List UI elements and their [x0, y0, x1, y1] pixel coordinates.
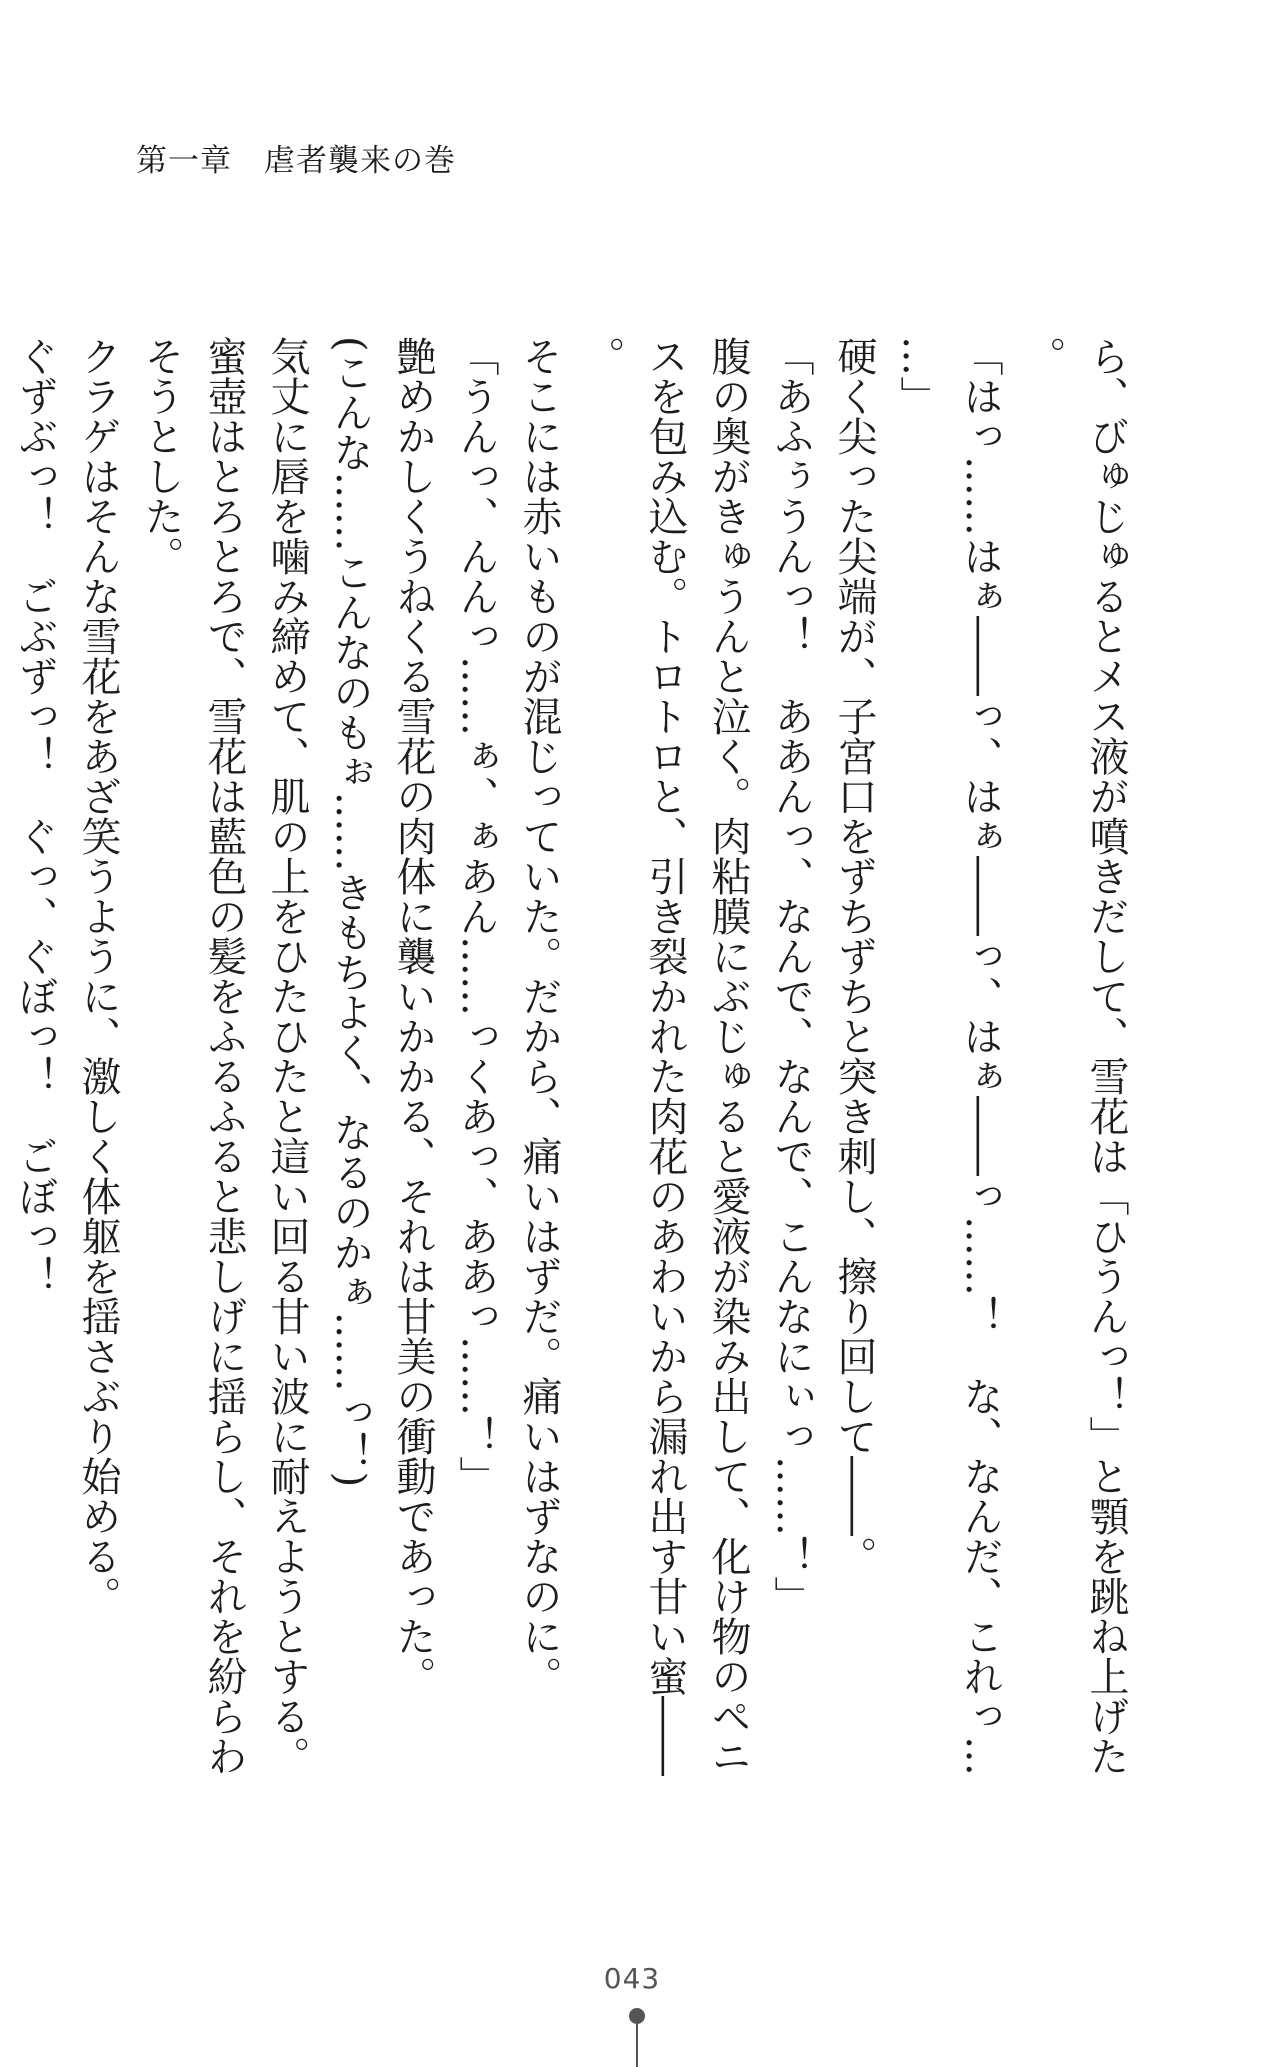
text-line	[0, 336, 3, 1796]
text-line: 「うんっ、んんっ……ぁ、ぁあん……っくあっ、ああっ……！」	[453, 336, 499, 1496]
text-line: 「あふぅうんっ！ ああんっ、なんで、なんで、こんなにぃっ……！」	[768, 336, 814, 1616]
page-marker-dot	[629, 2008, 645, 2024]
text-line: 腹の奥がきゅうんと泣く。肉粘膜にぶじゅると愛液が染み出して、化け物のペニスを包み込む。トロトロと、引き裂かれた肉花のあわいから漏れ出す甘い蜜――。	[579, 336, 751, 1776]
vertical-text-body	[0, 336, 1137, 1796]
page-marker-line	[636, 2024, 638, 2067]
text-line: クラゲはそんな雪花をあざ笑うように、激しく体躯を揺さぶり始める。	[75, 336, 121, 1616]
text-line: 「はっ……はぁ――っ、はぁ――っ、はぁ――っ……！ な、なんだ、これっ……」	[894, 336, 1003, 1776]
text-line: 気丈に唇を噛み締めて、肌の上をひたひたと這い回る甘い波に耐えようとする。蜜壺はとろとろで、雪花は藍色の髪をふるふると悲しげに揺らし、それを紛らわそうとした。	[138, 336, 310, 1776]
text-line: (こんな……こんなのもぉ……きもちよく、なるのかぁ……っ！)	[327, 336, 373, 1488]
text-line: ぐずぶっ！ ごぶずっ！ ぐっ、ぐぼっ！ ごぼっ！	[12, 336, 58, 1296]
text-line: そこには赤いものが混じっていた。だから、痛いはずだ。痛いはずなのに。	[516, 336, 562, 1696]
page-number: 043	[603, 1962, 661, 1995]
text-line: 硬く尖った尖端が、子宮口をずちずちと突き刺し、擦り回して――。	[831, 336, 877, 1576]
text-line: 艶めかしくうねくる雪花の肉体に襲いかかる、それは甘美の衝動であった。	[390, 336, 436, 1696]
text-line: ら、びゅじゅるとメス液が噴きだして、雪花は「ひうんっ！」と顎を跳ね上げた。	[1020, 336, 1129, 1776]
running-head-title: 第一章 虐者襲来の巻	[136, 143, 456, 179]
